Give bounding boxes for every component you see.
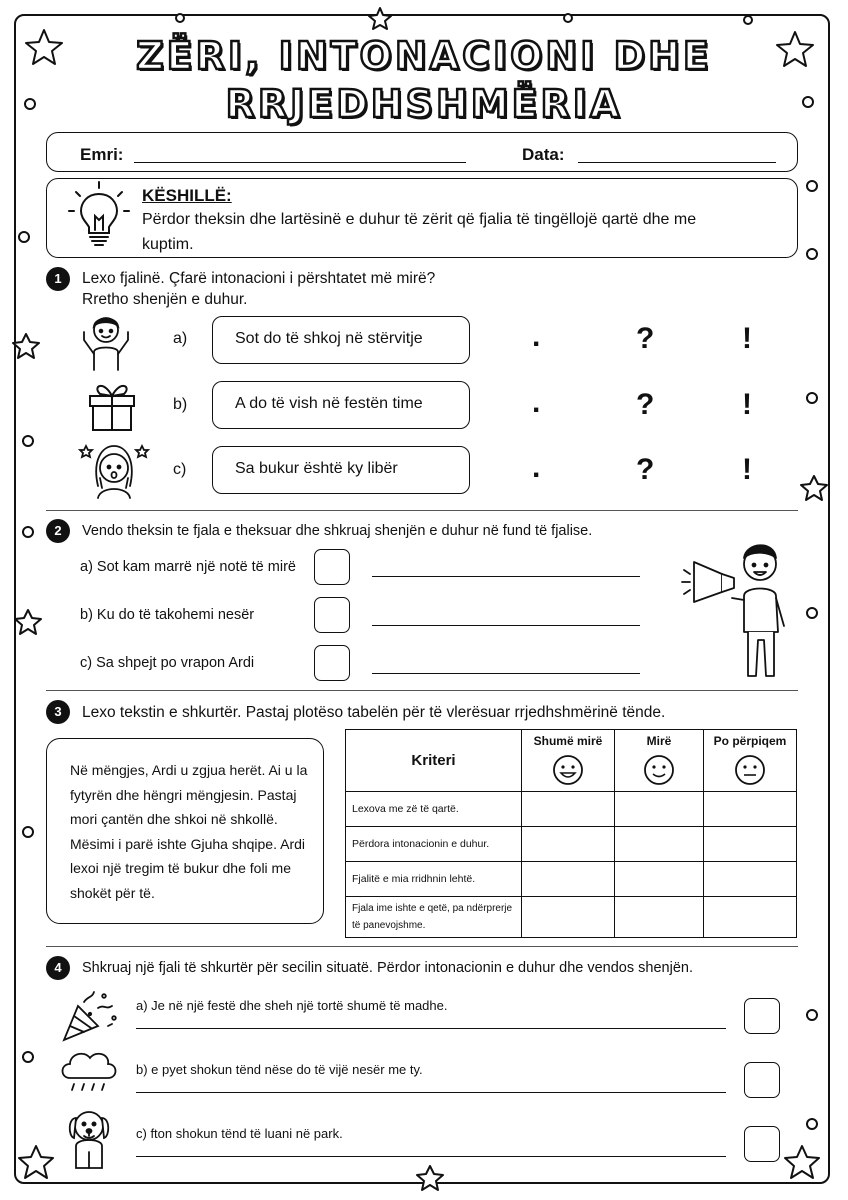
star-icon (15, 610, 41, 634)
surprised-girl-icon (78, 440, 150, 502)
circle-icon (807, 1119, 817, 1129)
period-mark[interactable]: . (532, 320, 541, 353)
big-smile-icon (552, 754, 584, 786)
rating-cell[interactable] (615, 897, 704, 938)
column-label: Shumë mirë (533, 734, 603, 748)
period-mark[interactable]: . (532, 386, 541, 419)
rating-cell[interactable] (704, 862, 797, 897)
exercise2-item: c) Sa shpejt po vrapon Ardi (80, 655, 255, 671)
criteria-row-label: Lexova me zë të qartë. (346, 792, 522, 827)
gift-icon (84, 376, 140, 432)
name-field[interactable] (134, 162, 466, 163)
fluency-table (345, 729, 797, 938)
child-pointing-icon (76, 310, 136, 372)
rating-cell[interactable] (615, 862, 704, 897)
section-divider (46, 946, 798, 947)
item-letter: c) (173, 461, 187, 478)
rating-cell[interactable] (522, 862, 615, 897)
column-trying (704, 730, 797, 792)
rating-cell[interactable] (615, 827, 704, 862)
name-label: Emri: (80, 145, 124, 164)
rating-cell[interactable] (522, 792, 615, 827)
circle-icon (23, 1052, 33, 1062)
answer-box[interactable] (744, 1062, 780, 1098)
criteria-row-label: Përdora intonacionin e duhur. (346, 827, 522, 862)
sentence-box: A do të vish në festën time (212, 381, 470, 429)
item-letter: a) (173, 330, 188, 347)
page-title: ZËRI, INTONACIONI DHE (136, 34, 712, 78)
star-icon (417, 1166, 443, 1190)
circle-icon (564, 14, 572, 22)
answer-box[interactable] (314, 597, 350, 633)
answer-box[interactable] (314, 549, 350, 585)
star-icon (785, 1146, 819, 1178)
neutral-face-icon (734, 754, 766, 786)
answer-box[interactable] (744, 1126, 780, 1162)
criteria-header: Kriteri (346, 730, 522, 792)
circle-icon (176, 14, 184, 22)
circle-icon (744, 16, 752, 24)
answer-box[interactable] (314, 645, 350, 681)
circle-icon (19, 232, 29, 242)
star-icon (19, 1146, 53, 1178)
exercise-number: 2 (46, 519, 70, 543)
boy-megaphone-icon (680, 540, 796, 684)
tip-title: KËSHILLË: (142, 186, 232, 205)
answer-line[interactable] (372, 576, 640, 577)
circle-icon (807, 1010, 817, 1020)
circle-icon (807, 393, 817, 403)
exercise-number: 3 (46, 700, 70, 724)
star-icon (13, 334, 39, 358)
answer-box[interactable] (744, 998, 780, 1034)
exercise4-instruction: Shkruaj një fjali të shkurtër për secilin situatë. Përdor intonacionin e duhur dhe vendos shenjën. (82, 960, 693, 976)
column-very-good (522, 730, 615, 792)
section-divider (46, 510, 798, 511)
rating-cell[interactable] (704, 897, 797, 938)
circle-icon (23, 827, 33, 837)
reading-paragraph: Në mëngjes, Ardi u zgjua herët. Ai u la fytyrën dhe hëngri mëngjesin. Pastaj mori çantën dhe shkoi në shkollë. Mësimi i parë ishte Gjuha shqipe. Ardi lexoi një tregim të bukur dhe foli me shokët për të. (70, 762, 308, 901)
smile-icon (643, 754, 675, 786)
star-icon (369, 8, 391, 29)
answer-line[interactable] (136, 1028, 726, 1029)
sentence-box: Sot do të shkoj në stërvitje (212, 316, 470, 364)
date-field[interactable] (578, 162, 776, 163)
exercise4-item: c) fton shokun tënd të luani në park. (136, 1126, 343, 1141)
star-icon (801, 476, 827, 500)
lightbulb-icon (68, 180, 130, 250)
puppy-icon (62, 1104, 116, 1172)
criteria-row-label: Fjala ime ishte e qetë, pa ndërprerje të panevojshme. (346, 897, 522, 938)
column-good (615, 730, 704, 792)
period-mark[interactable]: . (532, 451, 541, 484)
exercise-number: 4 (46, 956, 70, 980)
date-label: Data: (522, 145, 565, 164)
rating-cell[interactable] (704, 792, 797, 827)
rating-cell[interactable] (615, 792, 704, 827)
name-date-box (46, 132, 798, 172)
exercise1-instruction: Lexo fjalinë. Çfarë intonacioni i përshtatet më mirë? (82, 270, 436, 287)
section-divider (46, 690, 798, 691)
exercise1-instruction-2: Rretho shenjën e duhur. (82, 291, 248, 308)
page-subtitle: RRJEDHSHMËRIA (225, 82, 623, 126)
answer-line[interactable] (372, 625, 640, 626)
rating-cell[interactable] (704, 827, 797, 862)
question-mark[interactable]: ? (636, 453, 655, 486)
rating-cell[interactable] (522, 897, 615, 938)
tip-text: Përdor theksin dhe lartësinë e duhur të zërit që fjalia të tingëllojë qartë dhe me kuptim. (142, 211, 697, 253)
circle-icon (23, 527, 33, 537)
column-label: Mirë (646, 734, 672, 748)
item-letter: b) (173, 396, 188, 413)
answer-line[interactable] (372, 673, 640, 674)
circle-icon (807, 249, 817, 259)
criteria-row-label: Fjalitë e mia rridhnin lehtë. (346, 862, 522, 897)
exercise4-item: a) Je në një festë dhe sheh një tortë shumë të madhe. (136, 998, 448, 1013)
rating-cell[interactable] (522, 827, 615, 862)
circle-icon (807, 608, 817, 618)
exercise3-instruction: Lexo tekstin e shkurtër. Pastaj plotëso tabelën për të vlerësuar rrjedhshmërinë tënde. (82, 704, 666, 721)
rain-cloud-icon (58, 1046, 122, 1096)
exclamation-mark[interactable]: ! (742, 322, 752, 355)
column-label: Po përpiqem (713, 734, 787, 748)
answer-line[interactable] (136, 1092, 726, 1093)
exercise2-instruction: Vendo theksin te fjala e theksuar dhe shkruaj shenjën e duhur në fund të fjalise. (82, 523, 593, 539)
question-mark[interactable]: ? (636, 388, 655, 421)
party-popper-icon (58, 990, 122, 1044)
circle-icon (23, 436, 33, 446)
exclamation-mark[interactable]: ! (742, 388, 752, 421)
question-mark[interactable]: ? (636, 322, 655, 355)
exercise-number: 1 (46, 267, 70, 291)
answer-line[interactable] (136, 1156, 726, 1157)
exercise4-item: b) e pyet shokun tënd nëse do të vijë nesër me ty. (136, 1062, 423, 1077)
exclamation-mark[interactable]: ! (742, 453, 752, 486)
exercise2-item: a) Sot kam marrë një notë të mirë (80, 559, 296, 575)
exercise2-item: b) Ku do të takohemi nesër (80, 607, 255, 623)
sentence-box: Sa bukur është ky libër (212, 446, 470, 494)
circle-icon (807, 181, 817, 191)
